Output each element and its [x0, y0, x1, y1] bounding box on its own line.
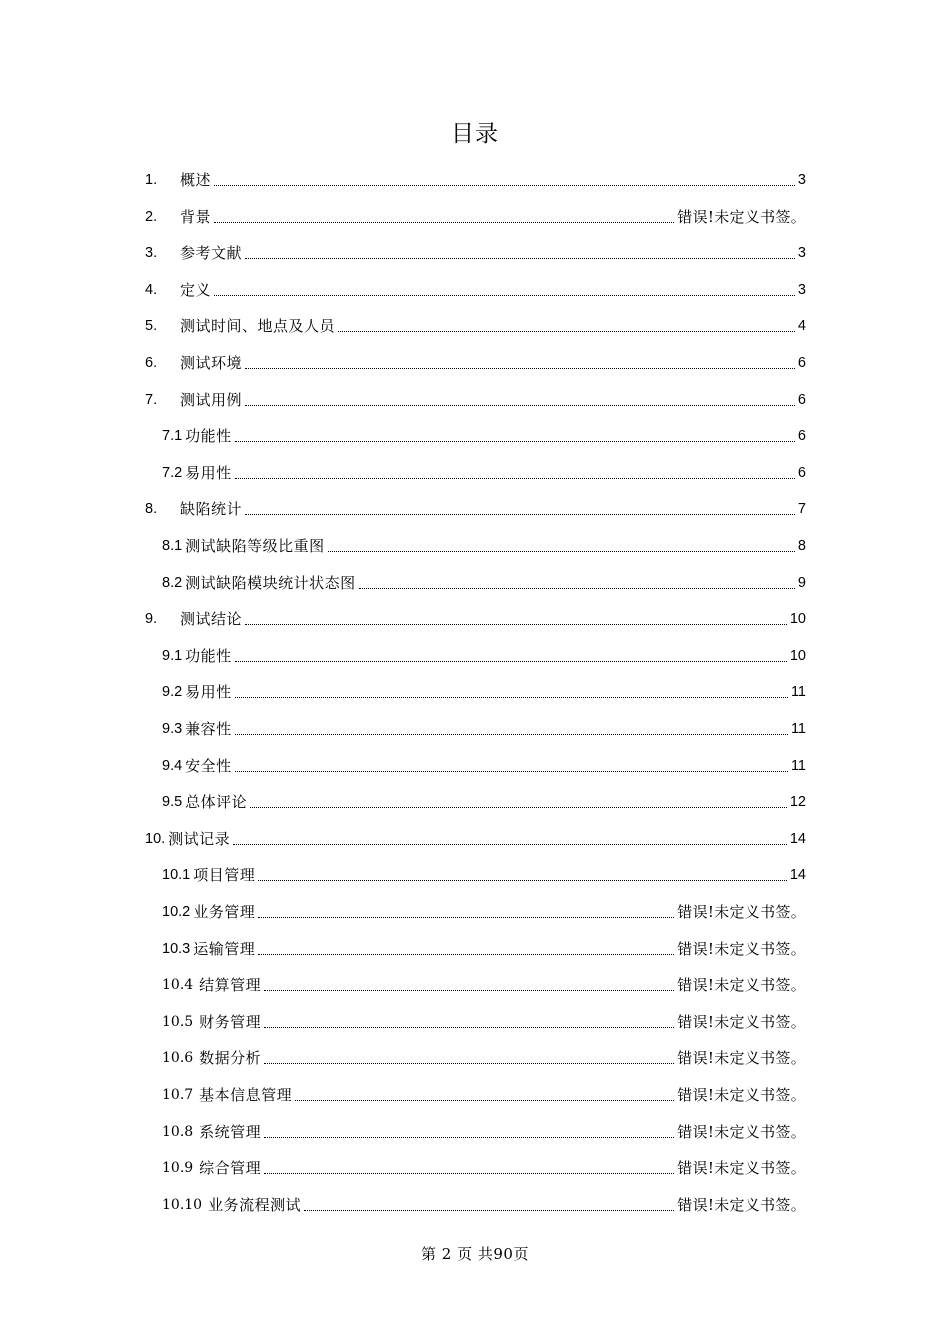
- toc-entry-number: 10.1: [162, 867, 191, 884]
- toc-entry[interactable]: [162, 974, 806, 996]
- toc-entry[interactable]: [162, 681, 806, 703]
- page-title: 目录: [451, 121, 499, 147]
- toc-dot-leader: [250, 806, 787, 808]
- toc-dot-leader: [214, 294, 795, 296]
- toc-entry-label: 测试环境: [180, 354, 243, 372]
- toc-entry-label: 系统管理: [199, 1122, 262, 1141]
- toc-entry-number: 10.10: [162, 1196, 203, 1213]
- toc-entry[interactable]: [145, 242, 806, 264]
- toc-entry-error-text: 错误!未定义书签。: [677, 939, 806, 958]
- toc-entry-label: 项目管理: [193, 866, 256, 885]
- toc-entry-label: 易用性: [185, 683, 232, 702]
- toc-entry[interactable]: [162, 755, 806, 777]
- toc-entry[interactable]: [162, 718, 806, 740]
- toc-entry-number: 10.5: [162, 1013, 194, 1030]
- toc-dot-leader: [235, 696, 788, 698]
- toc-entry[interactable]: [162, 462, 806, 484]
- toc-entry-number: 8.2: [162, 574, 183, 591]
- toc-entry[interactable]: [162, 864, 806, 886]
- toc-entry-label: 兼容性: [185, 720, 232, 738]
- toc-entry-error-text: 错误!未定义书签。: [677, 903, 806, 921]
- toc-dot-leader: [245, 257, 795, 259]
- toc-dot-leader: [258, 879, 787, 881]
- toc-entry-number: 10.7: [162, 1087, 194, 1103]
- toc-entry-error-text: 错误!未定义书签。: [677, 1195, 806, 1214]
- toc-entry-label: 测试时间、地点及人员: [180, 317, 336, 336]
- toc-entry-error-text: 错误!未定义书签。: [677, 1012, 806, 1031]
- toc-entry[interactable]: [162, 901, 806, 923]
- toc-entry-page-number: 11: [790, 721, 806, 737]
- toc-entry-number: 10.9: [162, 1160, 194, 1177]
- toc-entry-number: 3.: [145, 245, 158, 262]
- toc-entry-label: 测试缺陷等级比重图: [185, 537, 325, 555]
- toc-entry-number: 10.6: [162, 1050, 194, 1067]
- toc-entry-number: 1.: [145, 172, 158, 188]
- toc-entry-number: 4.: [145, 281, 158, 298]
- page-footer: 第 2 页 共90页: [421, 1245, 529, 1263]
- toc-entry-number: 7.1: [162, 428, 183, 445]
- toc-entry-page-number: 8: [797, 538, 806, 554]
- toc-entry-page-number: 10: [789, 611, 806, 628]
- toc-dot-leader: [245, 513, 795, 515]
- toc-dot-leader: [264, 1026, 674, 1028]
- toc-entry-page-number: 11: [790, 684, 806, 701]
- toc-entry-label: 测试结论: [180, 610, 243, 629]
- toc-entry-number: 9.5: [162, 794, 183, 811]
- toc-entry-error-text: 错误!未定义书签。: [677, 207, 806, 226]
- toc-entry-number: 2.: [145, 208, 158, 225]
- toc-dot-leader: [264, 1136, 674, 1138]
- toc-entry-label: 定义: [180, 280, 212, 299]
- toc-entry-label: 总体评论: [185, 793, 248, 812]
- toc-entry-page-number: 6: [797, 464, 806, 481]
- toc-entry[interactable]: [162, 1084, 806, 1106]
- toc-entry[interactable]: [145, 498, 806, 520]
- toc-entry-page-number: 3: [797, 172, 806, 188]
- toc-entry-error-text: 错误!未定义书签。: [677, 976, 806, 995]
- toc-entry[interactable]: [162, 1194, 806, 1216]
- toc-entry-number: 6.: [145, 355, 158, 371]
- toc-entry-number: 8.1: [162, 538, 183, 554]
- toc-entry[interactable]: [145, 608, 806, 630]
- toc-dot-leader: [328, 550, 795, 552]
- toc-dot-leader: [214, 221, 674, 223]
- toc-entry[interactable]: [145, 352, 806, 374]
- toc-entry[interactable]: [145, 315, 806, 337]
- toc-entry-label: 结算管理: [199, 976, 262, 995]
- toc-entry-label: 业务流程测试: [208, 1195, 302, 1214]
- toc-entry-number: 9.4: [162, 757, 183, 774]
- toc-entry-label: 测试记录: [168, 829, 231, 848]
- toc-entry[interactable]: [162, 1047, 806, 1069]
- toc-entry-label: 参考文献: [180, 244, 243, 263]
- toc-entry-label: 综合管理: [199, 1159, 262, 1178]
- toc-entry-page-number: 14: [789, 830, 806, 847]
- toc-entry-error-text: 错误!未定义书签。: [677, 1086, 806, 1104]
- toc-entry[interactable]: [162, 572, 806, 594]
- toc-entry-number: 9.2: [162, 684, 183, 701]
- toc-entry-error-text: 错误!未定义书签。: [677, 1049, 806, 1068]
- toc-entry-page-number: 3: [797, 281, 806, 298]
- toc-dot-leader: [264, 989, 674, 991]
- toc-entry-label: 业务管理: [193, 903, 256, 921]
- toc-entry-number: 10.2: [162, 904, 191, 920]
- toc-entry-number: 10.8: [162, 1123, 194, 1140]
- toc-entry-label: 易用性: [185, 463, 232, 482]
- toc-entry-page-number: 4: [797, 318, 806, 335]
- toc-entry-label: 功能性: [185, 646, 232, 665]
- toc-entry[interactable]: [162, 645, 806, 667]
- toc-entry[interactable]: [162, 535, 806, 557]
- toc-dot-leader: [233, 843, 787, 845]
- toc-entry-number: 10.4: [162, 977, 194, 994]
- toc-entry-page-number: 7: [797, 501, 806, 518]
- toc-entry[interactable]: [145, 828, 806, 850]
- toc-entry-label: 测试用例: [180, 390, 243, 409]
- toc-dot-leader: [235, 733, 788, 735]
- toc-dot-leader: [264, 1062, 674, 1064]
- toc-dot-leader: [235, 477, 795, 479]
- toc-entry[interactable]: [145, 206, 806, 228]
- toc-entry-label: 运输管理: [193, 939, 256, 958]
- toc-entry[interactable]: [145, 279, 806, 301]
- toc-entry-page-number: 6: [797, 355, 806, 371]
- toc-entry-number: 9.3: [162, 721, 183, 737]
- toc-dot-leader: [235, 440, 795, 442]
- toc-dot-leader: [295, 1099, 674, 1101]
- toc-entry[interactable]: [162, 1121, 806, 1143]
- toc-entry-page-number: 11: [790, 757, 806, 774]
- toc-entry[interactable]: [162, 425, 806, 447]
- toc-entry-number: 9.: [145, 611, 158, 628]
- toc-entry-label: 概述: [180, 171, 212, 189]
- toc-dot-leader: [245, 367, 795, 369]
- toc-entry-page-number: 14: [789, 867, 806, 884]
- toc-entry-number: 10.3: [162, 940, 191, 957]
- toc-entry-page-number: 6: [797, 428, 806, 445]
- toc-entry-label: 安全性: [185, 756, 232, 775]
- toc-entry-label: 背景: [180, 207, 212, 226]
- toc-entry-number: 9.1: [162, 647, 183, 664]
- toc-entry-page-number: 10: [789, 647, 806, 664]
- toc-entry[interactable]: [162, 791, 806, 813]
- toc-dot-leader: [264, 1172, 674, 1174]
- toc-entry[interactable]: [145, 389, 806, 411]
- toc-entry-page-number: 3: [797, 245, 806, 262]
- toc-entry-label: 功能性: [185, 427, 232, 446]
- toc-dot-leader: [304, 1209, 674, 1211]
- toc-entry-number: 7.2: [162, 464, 183, 481]
- toc-entry[interactable]: [162, 1011, 806, 1033]
- toc-dot-leader: [258, 916, 674, 918]
- toc-entry-label: 财务管理: [199, 1012, 262, 1031]
- toc-entry-label: 缺陷统计: [180, 500, 243, 519]
- toc-dot-leader: [338, 330, 795, 332]
- toc-entry-error-text: 错误!未定义书签。: [677, 1159, 806, 1178]
- toc-entry-page-number: 12: [789, 794, 806, 811]
- toc-entry-number: 5.: [145, 318, 158, 335]
- toc-dot-leader: [245, 623, 787, 625]
- toc-dot-leader: [359, 587, 795, 589]
- toc-entry[interactable]: [145, 169, 806, 191]
- toc-dot-leader: [235, 660, 787, 662]
- toc-entry-error-text: 错误!未定义书签。: [677, 1122, 806, 1141]
- toc-entry-page-number: 6: [797, 391, 806, 408]
- toc-entry[interactable]: [162, 1157, 806, 1179]
- toc-dot-leader: [214, 184, 795, 186]
- toc-entry-number: 7.: [145, 391, 158, 408]
- toc-dot-leader: [258, 953, 674, 955]
- toc-entry-label: 数据分析: [199, 1049, 262, 1068]
- toc-entry-number: 8.: [145, 501, 158, 518]
- toc-dot-leader: [235, 770, 788, 772]
- toc-entry-label: 基本信息管理: [199, 1086, 293, 1104]
- toc-dot-leader: [245, 404, 795, 406]
- toc-entry-number: 10.: [145, 830, 166, 847]
- toc-entry-page-number: 9: [797, 574, 806, 591]
- toc-entry-label: 测试缺陷模块统计状态图: [185, 573, 356, 592]
- toc-entry[interactable]: [162, 938, 806, 960]
